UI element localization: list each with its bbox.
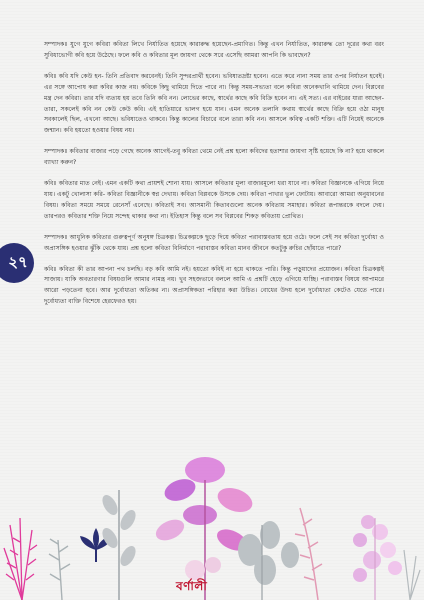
interview-text	[44, 40, 384, 318]
paragraph-question-1	[44, 40, 384, 62]
gray-fern-icon	[49, 539, 70, 600]
question-text: সম্পাদকঃ কবিতার বাজার পড়ে গেছে অনেক আগেই-তবু কবিতা থেমে নেই প্রশ্ন হলো কবিদের হতাশার জায়গা সৃষ্টি হয়েছে কি না? হয়ে থাকলে ব্যাখ্যা করুন?	[44, 148, 384, 167]
answer-text: কবিঃ কবিতা কী তার আপনা পথ চলছি। বড় কবি আমি নই। হয়তো কবিই না হয়ে থাকতে পারি। কিন্তু পড়ুয়াদের প্রয়োজন। কবিতা চিত্রকল্পই সাজায়। যাকি অবতারণার বিষয়গুলি আমার নামন্ত্র নয়। খুব সহজভাবে বললে আমি এ প্রশ্নটি হেড়ে এগিয়ে যাচ্ছি। পরাবাস্তব বিষয়ে আপামরে আরো পড়তেনা হবে। আর দুর্বোধ্যতা অতিকর না। অপ্রাসঙ্গিকতা পরিহার করা উচিত। বোধের উদয় হলে দুর্বোধ্যতা কেটেও যেতে পারে। দুর্বোধ্যতা ব্যক্তি বিশেষে হেরফেরও হয়।	[44, 265, 384, 306]
brand-logo-text: বর্ণালী	[176, 579, 208, 593]
page-number: ২৭	[8, 252, 28, 271]
floral-illustration	[0, 430, 424, 600]
paragraph-answer-3	[44, 265, 384, 309]
paragraph-question-2	[44, 147, 384, 169]
paragraph-answer-1	[44, 72, 384, 137]
paragraph-answer-2	[44, 179, 384, 223]
page-number-badge	[0, 243, 34, 283]
question-text: সম্পাদকঃ আধুনিক কবিতার গুরুত্বপূর্ণ অনুষঙ্গ চিত্রকল্প। চিত্রকল্পকে ছুড়ে দিয়ে কবিতা পরাবাস্তবতায় হয়ে ওঠে। ফলে সেই সব কবিতা দুর্বোধ্য ও অপ্রাসঙ্গিক হওয়ার ঝুঁকি থেকে যায়। প্রশ্ন হলো কবিতা বিনির্মাণে পরাবাস্তব কবিতা মানব জীবনে কতটুকু রুচির ছোঁয়াতে পারে?	[44, 233, 384, 252]
gray-blades-icon	[404, 550, 420, 600]
answer-text: কবিঃ কবি যদি কেউ হন- তিনি প্রতিবাদ করবেনই। তিনি সুন্দরপ্রার্থী হবেন। ভবিষ্যতদ্রষ্টা হবেন। এতে করে নানা সময় তার ওপর নির্যাতন হবেই। এর সঙ্গে আপোষ করা কবির কাজ নয়। কবিকে কিছু থামিয়ে দিতে পারে না। কিন্তু সময়-সভ্যতা বলে কবিরা অনেকখানি থামিয়ে দেন। বিপ্লবের মন্ত্র দেন কবিরা। তার যদি ব্যত্যয় হয় তবে তিনি কবি নন। লোভের কাছে, স্বার্থের কাছে কবি বিক্রি হবেন না। এই সত্য। এর বাইরের যারা আছেন- তারা, সকলেই কবি নন কেউ কেউ কবি। এই হাতিয়ারে ভালগ হয়ে যান। এমন অনেক তলানি কথায় স্বার্থের কাছে বিক্রি হয়ে ওঠা মানুষ সবকালেই ছিল, এখনো আছে। ভবিষ্যতেও থাকবে। কিন্তু কালের বিচারে বলে তারা কবি নন। আসলে কবিত্ব একটি শক্তি। এটি নিয়েই অনেকে জন্মান। কবি হয়তো হওয়ার বিষয় নয়।	[44, 72, 384, 135]
paragraph-question-3	[44, 233, 384, 255]
pink-fern-icon	[295, 508, 322, 600]
answer-text: কবিঃ কবিতার মাত নেই। এমন একটি কথা প্রায়শই শোনা যায়। আসলে কবিতার মূল্য বাজারমূল্যে ধরা যাবে না। কবিতা বিজ্ঞানকে এগিয়ে নিয়ে যায়। একটু খোলাসা করি- কবিতা বিজ্ঞানীকে স্বপ্ন দেখায়। কবিতা বিপ্লবকে উসকে দেয়। কবিতা পাখার ভুল ফোটায়। আবারো আমরা অনুধাবনের বিষয়। কবিতা সময়ে সময়ে রেনেসাঁ এনেছে। কবিতাই সব। আসমানী কিতাবগুলো অনেক কবিতায় সমাহার। কবিতা রূপান্তরকে বদলে দেয়। তারপরও কবিতার শক্তি নিয়ে সন্দেহ থাকার কথা না। ইতিহাস কিন্তু বলে সব বিপ্লবের শিকড় কবিতায় প্রোথিত।	[44, 180, 384, 220]
question-text: সম্পাদকঃ যুগে যুগে কবিরা কবিতা লিখে নির্যাতিত হয়েছে কারারুদ্ধ হয়েছেন-প্রমাণিত। কিন্তু এখন নির্যাতিত, কারারুদ্ধ তো দূরের কথা বরং সুবিধাভোগী কবি হয়ে উঠেছে। ফলে কবি ও কবিতার মূল জায়গা থেকে সরে এসেছি আমরা আপনি কি ভাবছেন?	[44, 41, 384, 59]
pink-grass-icon	[4, 518, 37, 600]
gray-round-leaves-icon	[238, 521, 299, 600]
lilac-bush-icon	[353, 515, 402, 600]
